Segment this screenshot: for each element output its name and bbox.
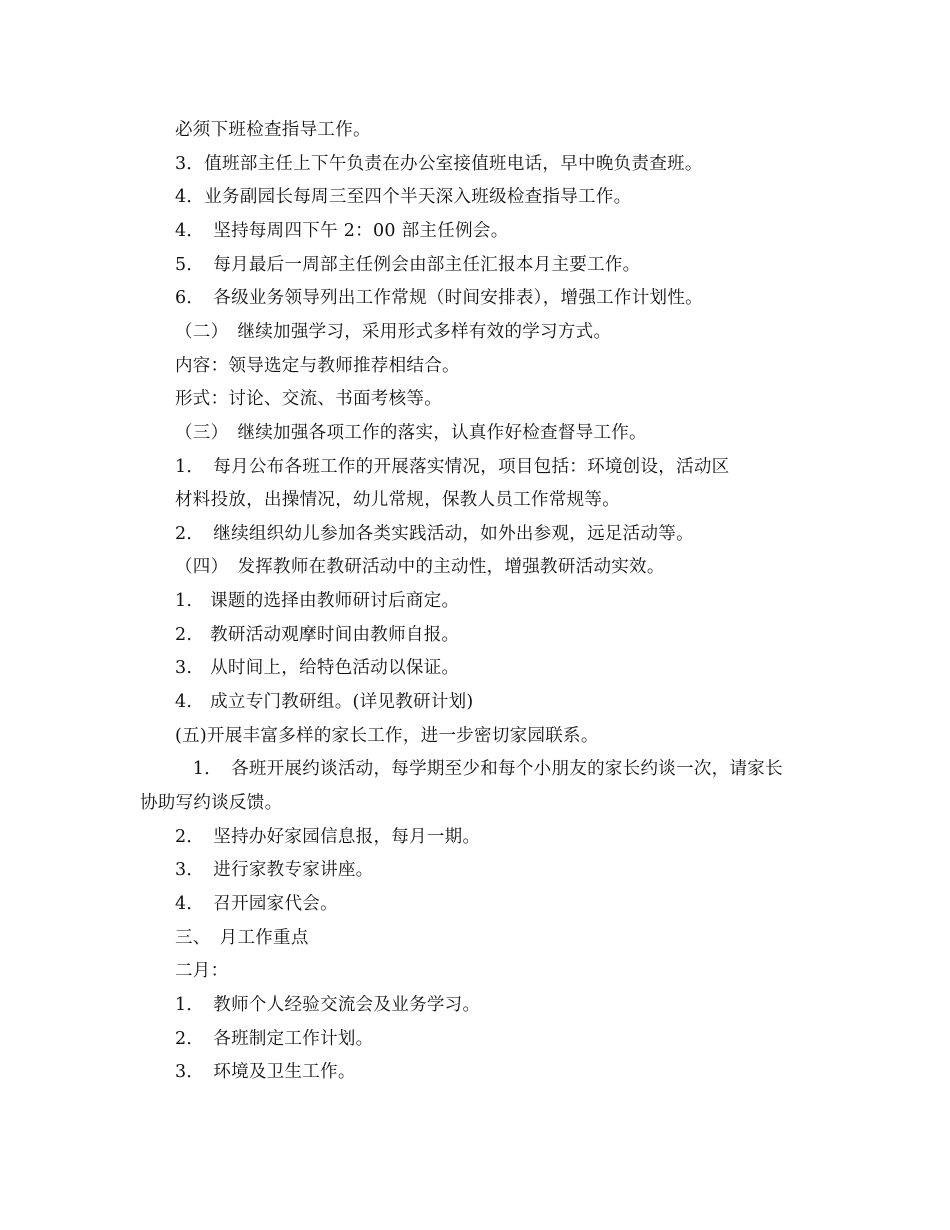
text-line: 4． 召开园家代会。 bbox=[175, 894, 338, 914]
section-heading: (五)开展丰富多样的家长工作，进一步密切家园联系。 bbox=[175, 726, 599, 746]
text-line: 3. 从时间上，给特色活动以保证。 bbox=[175, 658, 460, 678]
text-line: 5． 每月最后一周部主任例会由部主任汇报本月主要工作。 bbox=[175, 255, 641, 275]
text-line: 2. 教研活动观摩时间由教师自报。 bbox=[175, 625, 460, 645]
text-line: 必须下班检查指导工作。 bbox=[175, 120, 371, 140]
section-heading: 三、 月工作重点 bbox=[175, 928, 309, 948]
text-line: 1． 各班开展约谈活动，每学期至少和每个小朋友的家长约谈一次，请家长 bbox=[175, 759, 783, 779]
section-heading: （二） 继续加强学习，采用形式多样有效的学习方式。 bbox=[175, 322, 612, 342]
section-heading: （四） 发挥教师在教研活动中的主动性，增强教研活动实效。 bbox=[175, 557, 665, 577]
text-line: 4． 坚持每周四下午 2：00 部主任例会。 bbox=[175, 221, 509, 241]
text-line: 2． 继续组织幼儿参加各类实践活动，如外出参观，远足活动等。 bbox=[175, 524, 694, 544]
text-line: 4．业务副园长每周三至四个半天深入班级检查指导工作。 bbox=[175, 187, 632, 207]
text-line: 3．值班部主任上下午负责在办公室接值班电话，早中晚负责查班。 bbox=[175, 154, 703, 174]
text-line: 2． 坚持办好家园信息报，每月一期。 bbox=[175, 827, 481, 847]
text-line: 3． 环境及卫生工作。 bbox=[175, 1062, 356, 1082]
text-line: 3． 进行家教专家讲座。 bbox=[175, 860, 374, 880]
text-line: 1． 每月公布各班工作的开展落实情况，项目包括：环境创设，活动区 bbox=[175, 457, 730, 477]
text-line: 4. 成立专门教研组。(详见教研计划) bbox=[175, 692, 474, 712]
text-line: 2． 各班制定工作计划。 bbox=[175, 1029, 374, 1049]
text-line: 内容：领导选定与教师推荐相结合。 bbox=[175, 356, 460, 376]
text-line: 二月： bbox=[175, 961, 229, 981]
text-line: 协助写约谈反馈。 bbox=[140, 793, 283, 813]
text-line: 材料投放，出操情况，幼儿常规，保教人员工作常规等。 bbox=[175, 490, 620, 510]
text-line: 6． 各级业务领导列出工作常规（时间安排表），增强工作计划性。 bbox=[175, 288, 703, 308]
text-line: 形式：讨论、交流、书面考核等。 bbox=[175, 389, 442, 409]
section-heading: （三） 继续加强各项工作的落实，认真作好检查督导工作。 bbox=[175, 423, 647, 443]
text-line: 1． 教师个人经验交流会及业务学习。 bbox=[175, 995, 481, 1015]
text-line: 1. 课题的选择由教师研讨后商定。 bbox=[175, 591, 460, 611]
